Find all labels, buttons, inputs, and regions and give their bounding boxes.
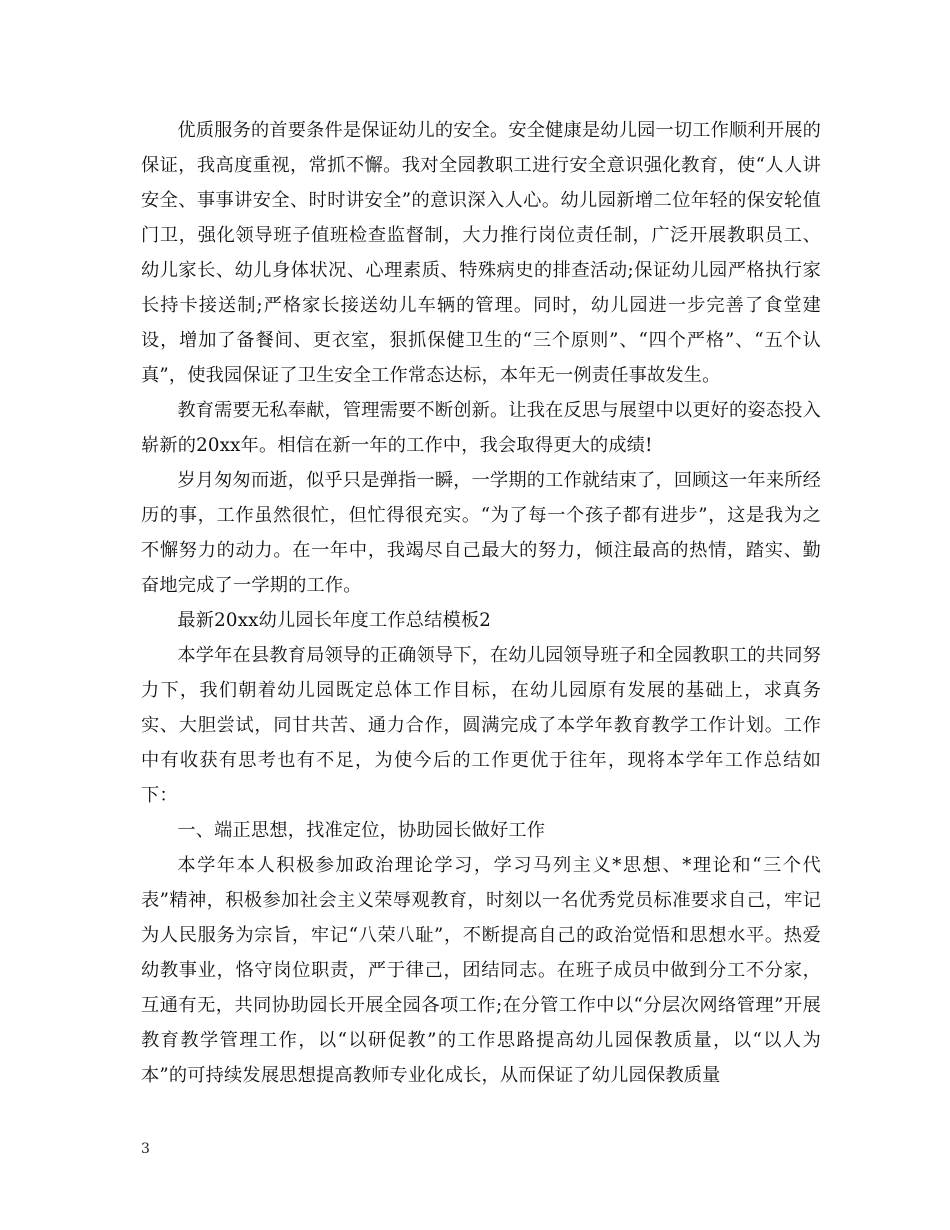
paragraph-introduction: 本学年在县教育局领导的正确领导下，在幼儿园领导班子和全园教职工的共同努力下，我们朝着幼儿园既定总体工作目标，在幼儿园原有发展的基础上，求真务实、大胆尝试，同甘共苦、通力合作，圆满完成了本学年教育教学工作计划。工作中有收获有思考也有不足，为使今后的工作更优于往年，现将本学年工作总结如下： xyxy=(141,645,821,806)
subsection-heading: 一、端正思想，找准定位，协助园长做好工作 xyxy=(177,820,546,841)
paragraph-reflection: 岁月匆匆而逝，似乎只是弹指一瞬，一学期的工作就结束了，回顾这一年来所经历的事，工作虽然很忙，但忙得很充实。“为了每一个孩子都有进步”，这是我为之不懈努力的动力。在一年中，我竭尽自己最大的努力，倾注最高的热情，踏实、勤奋地完成了一学期的工作。 xyxy=(141,470,821,596)
paragraph-political-study: 本学年本人积极参加政治理论学习，学习马列主义*思想、*理论和“三个代表”精神，积极参加社会主义荣辱观教育，时刻以一名优秀党员标准要求自己，牢记为人民服务为宗旨，牢记“八荣八耻”，不断提高自己的政治觉悟和思想水平。热爱幼教事业，恪守岗位职责，严于律己，团结同志。在班子成员中做到分工不分家，互通有无，共同协助园长开展全园各项工作;在分管工作中以“分层次网络管理”开展教育教学管理工作，以“以研促教”的工作思路提高幼儿园保教质量，以“以人为本”的可持续发展思想提高教师专业化成长，从而保证了幼儿园保教质量 xyxy=(141,855,821,1086)
paragraph-safety: 优质服务的首要条件是保证幼儿的安全。安全健康是幼儿园一切工作顺利开展的保证，我高度重视，常抓不懈。我对全园教职工进行安全意识强化教育，使“人人讲安全、事事讲安全、时时讲安全”的意识深入人心。幼儿园新增二位年轻的保安轮值门卫，强化领导班子值班检查监督制，大力推行岗位责任制，广泛开展教职员工、幼儿家长、幼儿身体状况、心理素质、特殊病史的排查活动;保证幼儿园严格执行家长持卡接送制;严格家长接送幼儿车辆的管理。同时，幼儿园进一步完善了食堂建设，增加了备餐间、更衣室，狠抓保健卫生的“三个原则”、“四个严格”、“五个认真”，使我园保证了卫生安全工作常态达标，本年无一例责任事故发生。 xyxy=(141,120,821,386)
paragraph-innovation: 教育需要无私奉献，管理需要不断创新。让我在反思与展望中以更好的姿态投入崭新的20xx年。相信在新一年的工作中，我会取得更大的成绩! xyxy=(141,400,821,456)
section-title: 最新20xx幼儿园长年度工作总结模板2 xyxy=(177,610,492,631)
document-body xyxy=(141,113,821,1093)
page-number: 3 xyxy=(141,1141,150,1157)
